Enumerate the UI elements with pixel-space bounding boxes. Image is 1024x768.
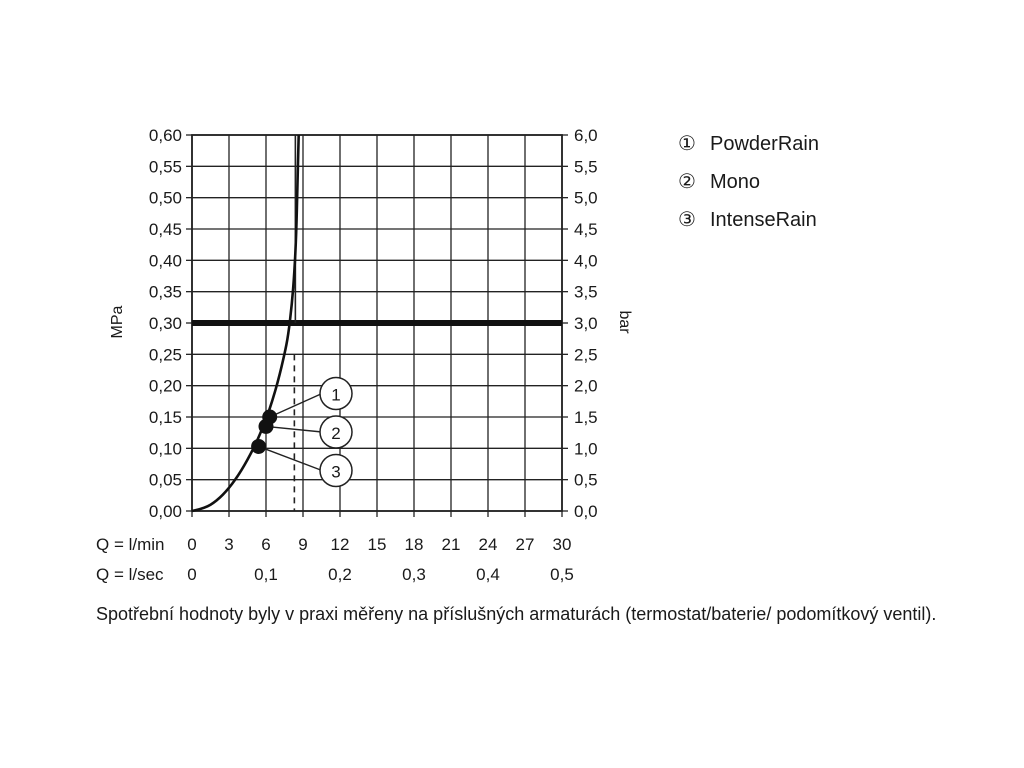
y-tick-label-left: 0,45 — [148, 220, 182, 239]
legend — [678, 130, 819, 244]
legend-number-1: ① — [678, 133, 696, 155]
x-tick-label: 9 — [298, 535, 308, 554]
y-tick-label-right: 5,0 — [574, 188, 598, 208]
legend-item-intenserain — [678, 206, 819, 244]
y-tick-label-right: 3,5 — [574, 282, 598, 302]
x-tick-label: 0,4 — [476, 565, 500, 584]
x-tick-label: 24 — [478, 535, 498, 554]
x-axis-label: Q = l/min — [96, 535, 165, 554]
legend-item-mono — [678, 168, 819, 206]
y-tick-label-left: 0,25 — [148, 345, 182, 365]
y-axis-label-left: MPa — [109, 305, 126, 339]
x-tick-label: 0,5 — [550, 565, 574, 584]
legend-label: PowderRain — [710, 133, 819, 155]
y-tick-label-left: 0,15 — [148, 408, 182, 427]
x-tick-labels — [96, 535, 574, 584]
y-tick-label-left: 0,00 — [148, 502, 182, 521]
x-tick-label: 21 — [441, 535, 461, 554]
x-tick-label: 3 — [224, 535, 234, 554]
callout-leader-1 — [270, 394, 322, 418]
legend-label: IntenseRain — [710, 209, 817, 231]
y-tick-label-right: 5,5 — [574, 157, 598, 177]
callout-leader-3 — [259, 446, 322, 470]
y-tick-label-left: 0,10 — [148, 439, 182, 459]
x-tick-label: 12 — [330, 535, 350, 554]
y-tick-label-right: 2,0 — [574, 376, 598, 396]
y-tick-label-right: 4,0 — [574, 251, 598, 271]
x-tick-label: 0 — [187, 565, 197, 584]
y-tick-label-right: 6,0 — [574, 126, 598, 145]
y-tick-label-left: 0,60 — [148, 126, 182, 145]
x-tick-label: 0 — [187, 535, 197, 554]
legend-label: Mono — [710, 171, 761, 193]
y-tick-label-left: 0,20 — [148, 376, 182, 396]
data-point-3 — [251, 439, 266, 454]
y-tick-label-right: 4,5 — [574, 220, 598, 239]
x-tick-label: 30 — [552, 535, 572, 554]
y-tick-label-left: 0,35 — [148, 282, 182, 302]
callout-leader-2 — [266, 426, 322, 432]
data-point-2 — [259, 419, 274, 434]
y-tick-label-left: 0,30 — [148, 314, 182, 333]
legend-number-2: ② — [678, 171, 696, 193]
x-tick-label: 0,1 — [254, 565, 278, 584]
x-tick-label: 15 — [367, 535, 387, 554]
callout-number-3: 3 — [331, 462, 341, 482]
x-tick-label: 18 — [404, 535, 424, 554]
y-tick-label-right: 0,0 — [574, 502, 598, 521]
callout-number-2: 2 — [331, 424, 341, 443]
y-tick-label-left: 0,05 — [148, 470, 182, 490]
y-tick-label-left: 0,55 — [148, 157, 182, 177]
y-tick-label-right: 1,0 — [574, 439, 598, 459]
y-tick-label-right: 2,5 — [574, 345, 598, 365]
y-tick-label-right: 1,5 — [574, 408, 598, 427]
y-tick-label-right: 0,5 — [574, 470, 598, 490]
footnote: Spotřební hodnoty byly v praxi měřeny na příslušných armaturách (termostat/baterie/ podomítkový ventil). — [96, 604, 937, 624]
callout-number-1: 1 — [331, 385, 341, 405]
legend-number-3: ③ — [678, 209, 696, 231]
legend-item-powderrain — [678, 130, 819, 168]
y-tick-label-right: 3,0 — [574, 314, 598, 333]
x-tick-label: 6 — [261, 535, 271, 554]
x-axis-label: Q = l/sec — [96, 565, 164, 584]
y-tick-label-left: 0,40 — [148, 251, 182, 271]
y-axis-label-right: bar — [616, 310, 633, 334]
y-tick-label-left: 0,50 — [148, 188, 182, 208]
x-tick-label: 27 — [515, 535, 535, 554]
x-tick-label: 0,3 — [402, 565, 426, 584]
x-tick-label: 0,2 — [328, 565, 352, 584]
